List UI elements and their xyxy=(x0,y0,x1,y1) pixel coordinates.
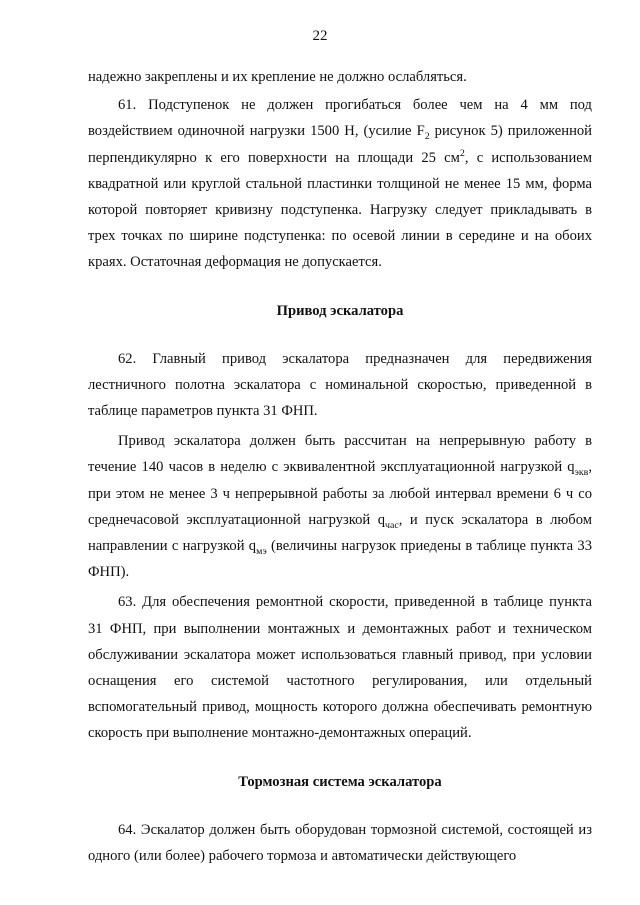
p62b-text-1: Привод эскалатора должен быть рассчитан на непрерывную работу в течение 140 часов в неделю с эквивалентной эксплуатационной нагрузкой q xyxy=(88,433,592,476)
p62b-subscript-1: экв xyxy=(574,467,589,479)
paragraph-63: 63. Для обеспечения ремонтной скорости, приведенной в таблице пункта 31 ФНП, при выполнении монтажных и демонтажных работ и техническом обслуживании эскалатора может использоваться главный привод, при условии оснащения его системой частотного регулирования, или отдельный вспомогательный привод, мощность которого должна обеспечивать ремонтную скорость при выполнение монтажно-демонтажных операций. xyxy=(88,594,592,742)
p62b-text-4: (величины нагрузок приедены в таблице пункта 33 ФНП). xyxy=(88,538,592,581)
section-heading-brake: Тормозная система эскалатора xyxy=(238,773,442,790)
p61-superscript: 2 xyxy=(459,147,465,159)
document-body xyxy=(88,64,592,869)
paragraph-64: 64. Эскалатор должен быть оборудован тормозной системой, состоящей из одного (или более) рабочего тормоза и автоматически действующего xyxy=(88,821,592,864)
p62b-text-2: , при этом не менее 3 ч непрерывной работы за любой интервал времени 6 ч со среднечасовой эксплуатационной нагрузкой q xyxy=(88,459,592,528)
paragraph-61 xyxy=(88,92,592,275)
paragraph-continuation: надежно закреплены и их крепление не должно ослабляться. xyxy=(88,69,467,85)
p61-text-2: рисунок 5) приложенной перпендикулярно к его поверхности на площади 25 см xyxy=(88,123,592,166)
p61-subscript: 2 xyxy=(424,131,430,143)
p62b-subscript-2: час xyxy=(385,519,399,531)
p62b-text-3: , и пуск эскалатора в любом направлении с нагрузкой q xyxy=(88,511,592,555)
p61-text-3: , с использованием квадратной или круглой стальной пластинки толщиной не менее 15 мм, форма которой повторяет кривизну подступенка. Нагрузку следует прикладывать в трех точках по ширине подступенка: по осевой линии в середине и на обоих краях. Остаточная деформация не допускается. xyxy=(88,149,592,271)
paragraph-62-drive-load xyxy=(88,428,592,585)
p62b-subscript-3: мэ xyxy=(256,545,267,557)
paragraph-62: 62. Главный привод эскалатора предназначен для передвижения лестничного полотна эскалатора с номинальной скоростью, приведенной в таблице параметров пункта 31 ФНП. xyxy=(88,350,592,420)
page-number: 22 xyxy=(312,28,328,44)
p61-text-1: 61. Подступенок не должен прогибаться более чем на 4 мм под воздействием одиночной нагрузки 1500 Н, (усилие F xyxy=(88,97,592,140)
section-heading-drive: Привод эскалатора xyxy=(276,302,404,319)
